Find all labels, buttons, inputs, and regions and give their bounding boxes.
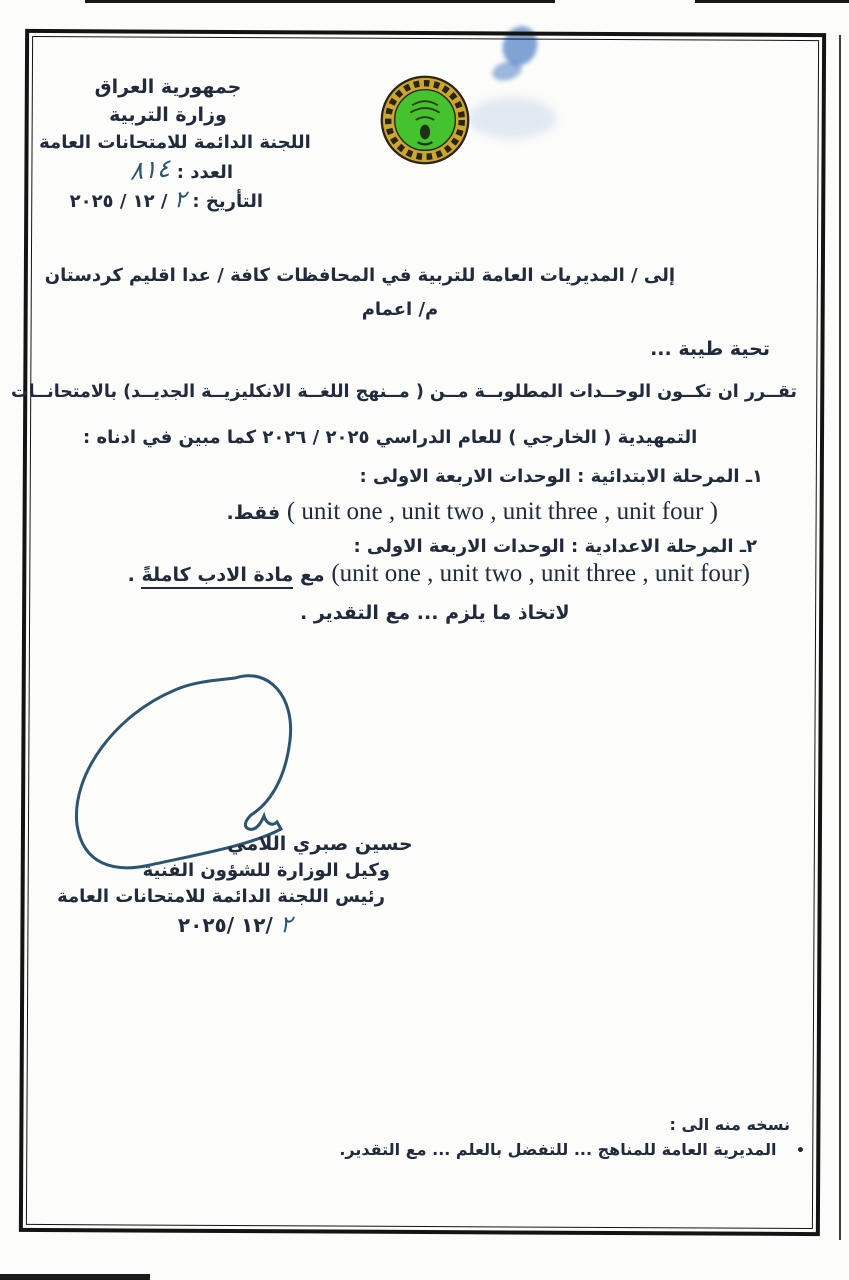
- signature-date: [140, 913, 330, 937]
- date-rest: / ١٢ / ٢٠٢٥: [69, 191, 168, 212]
- body-paragraph-line2: التمهيدية ( الخارجي ) للعام الدراسي ٢٠٢٥ / ٢٠٢٦ كما مبين في ادناه :: [83, 427, 698, 448]
- ministry-emblem-icon: [379, 74, 471, 166]
- letterhead-country: جمهورية العراق: [94, 76, 242, 98]
- date-day-handwritten: ٢: [173, 186, 187, 214]
- letterhead-date-line: [69, 186, 263, 214]
- item2-tail-underlined: مادة الادب كاملةً: [141, 564, 293, 589]
- copies-item-text: المديرية العامة للمناهج ... للتفضل بالعلم ... مع التقدير.: [339, 1140, 777, 1159]
- scan-edge-line: [0, 1274, 150, 1280]
- number-label: العدد :: [176, 162, 233, 183]
- addressee-line: إلى / المديريات العامة للتربية في المحافظات كافة / عدا اقليم كردستان: [44, 265, 675, 286]
- letterhead-number-line: [130, 153, 233, 186]
- item2-tail-prefix: مع: [299, 564, 325, 586]
- item2-title: ٢ـ المرحلة الاعدادية : الوحدات الاربعة الاولى :: [353, 536, 757, 557]
- bullet-icon: •: [796, 1143, 805, 1159]
- date-label: التأريخ :: [192, 191, 263, 212]
- item1-units-line: [227, 498, 719, 526]
- scan-edge-line: [695, 0, 849, 3]
- scan-edge-line: [839, 35, 841, 1240]
- signature-date-rest: /١٢ /٢٠٢٥: [177, 913, 273, 937]
- greeting-line: تحية طيبة ...: [650, 338, 770, 360]
- body-paragraph-line1: تقــرر ان تكــون الوحــدات المطلوبــة مــن ( مــنهج اللغــة الانكليزيــة الجديــد) بالامتحانــات: [11, 382, 797, 402]
- memo-line: م/ اعمام: [361, 299, 439, 320]
- closing-line: لاتخاذ ما يلزم ... مع التقدير .: [300, 602, 570, 624]
- item2-units-line: [128, 560, 750, 588]
- item2-units-english: (unit one , unit two , unit three , unit four): [331, 560, 750, 587]
- scan-edge-line: [85, 0, 555, 3]
- number-value-handwritten: ٨١٤: [130, 153, 171, 186]
- signatory-title-2: رئيس اللجنة الدائمة للامتحانات العامة: [57, 886, 385, 907]
- letterhead-committee: اللجنة الدائمة للامتحانات العامة: [39, 132, 311, 153]
- copies-item: [339, 1140, 805, 1159]
- signatory-title-1: وكيل الوزارة للشؤون الفنية: [142, 860, 390, 881]
- item1-title: ١ـ المرحلة الابتدائية : الوحدات الاربعة الاولى :: [359, 466, 763, 487]
- copies-label: نسخه منه الى :: [669, 1115, 790, 1134]
- signature-date-day-handwritten: ٢: [279, 911, 293, 939]
- page-border-frame-inner: [26, 36, 819, 1229]
- item1-units-english: ( unit one , unit two , unit three , unit four ): [286, 498, 718, 525]
- item2-tail-period: .: [127, 564, 135, 586]
- signature-scribble: [55, 655, 385, 955]
- letterhead-ministry: وزارة التربية: [109, 104, 227, 126]
- signatory-name: حسين صبري اللامي: [227, 833, 413, 855]
- item1-tail: فقط.: [226, 502, 281, 524]
